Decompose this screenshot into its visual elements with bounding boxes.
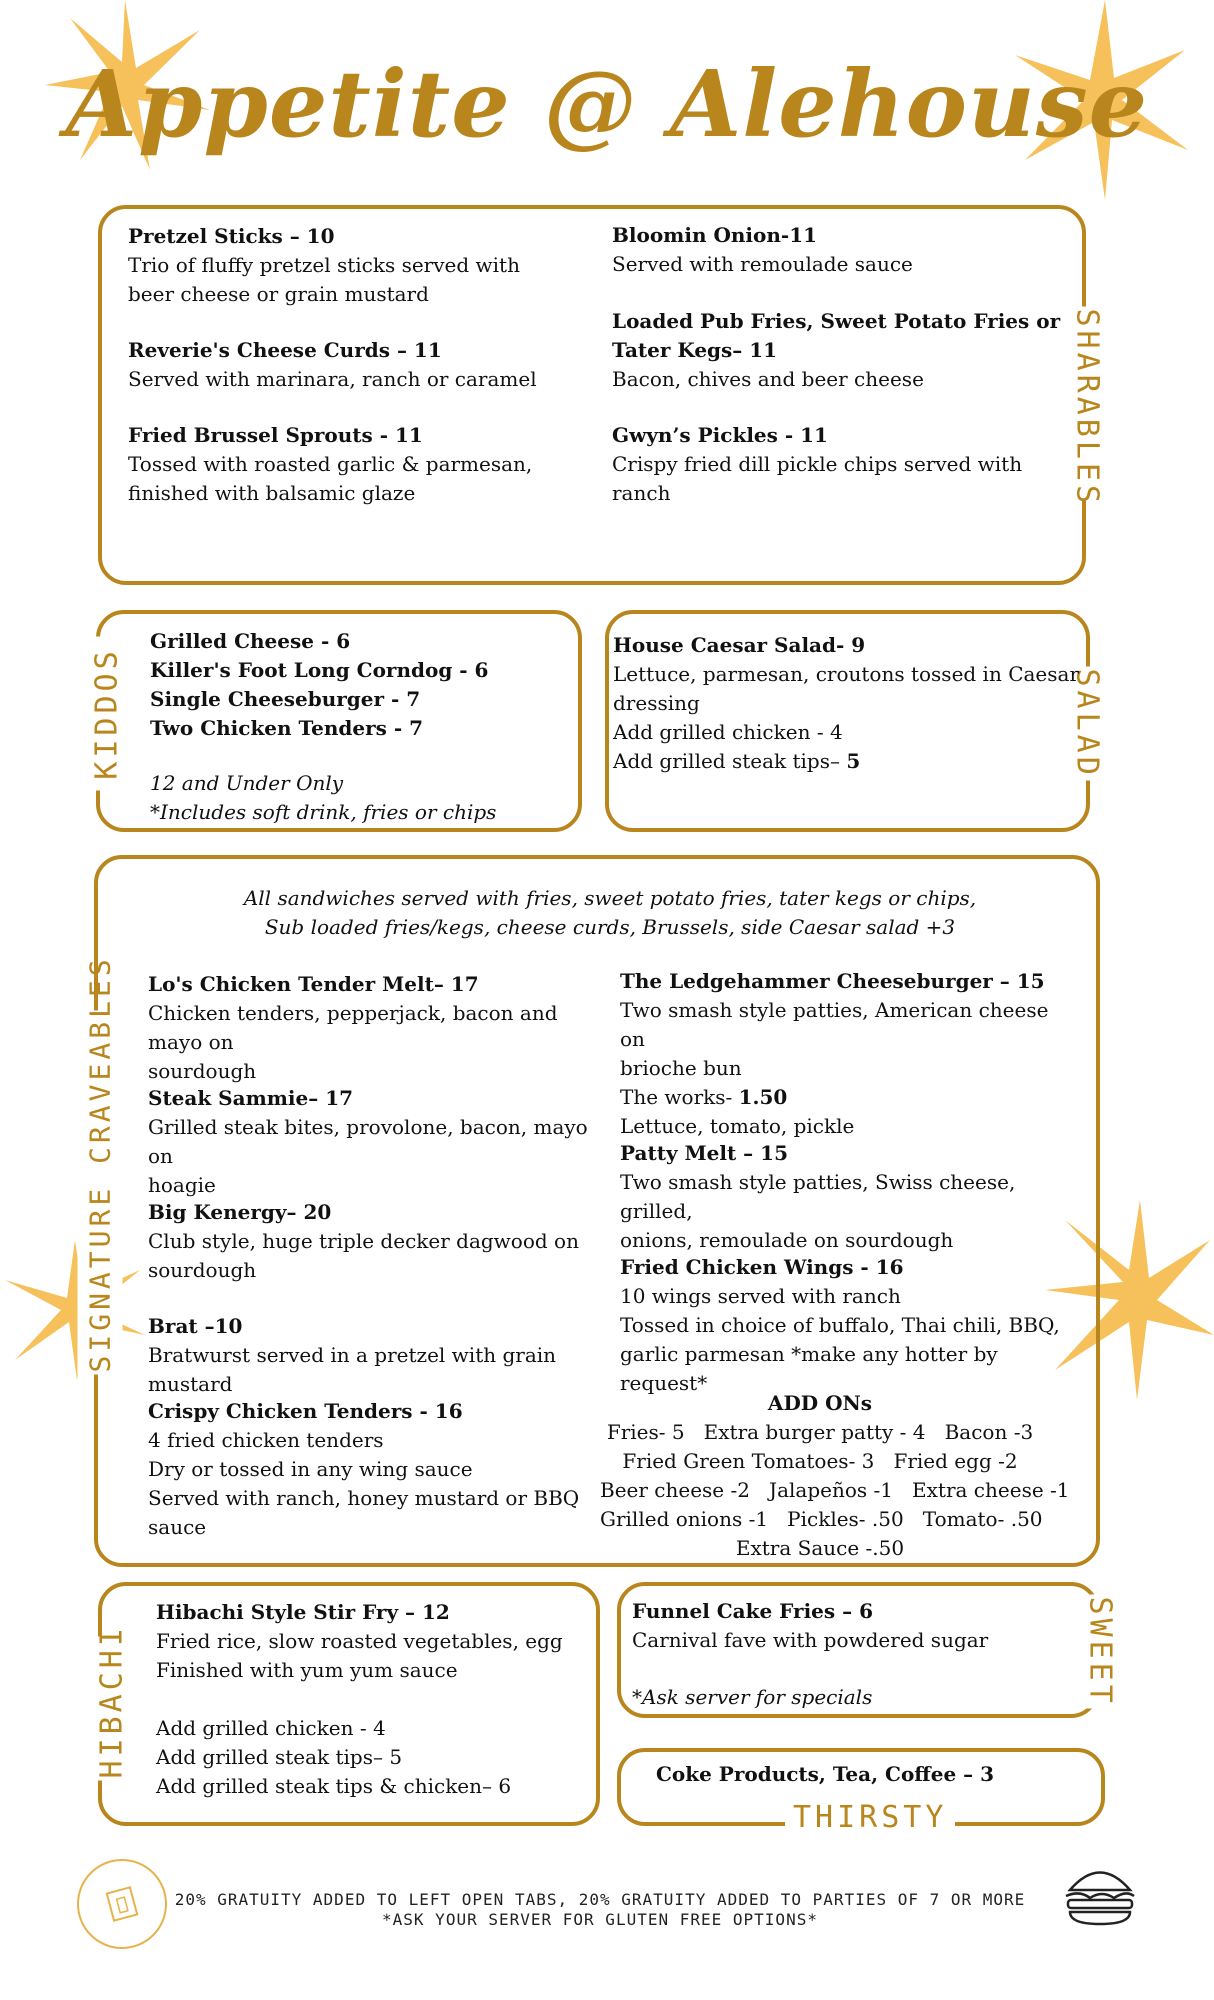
menu-item: Loaded Pub Fries, Sweet Potato Fries or Tater Kegs– 11 Bacon, chives and beer cheese [612, 309, 1061, 391]
page-title: Appetite @ Alehouse [65, 50, 1149, 158]
menu-item: Gwyn’s Pickles - 11 Crispy fried dill pickle chips served with ranch [612, 423, 1023, 505]
footer-notice: 20% GRATUITY ADDED TO LEFT OPEN TABS, 20% GRATUITY ADDED TO PARTIES OF 7 OR MORE *ASK YOUR SERVER FOR GLUTEN FREE OPTIONS* [174, 1890, 1026, 1929]
signature-label: SIGNATURE CRAVEABLES [78, 1011, 123, 1375]
sweet-label: SWEET [1077, 1595, 1124, 1709]
menu-item: Big Kenergy– 20 Club style, huge triple decker dagwood on sourdough [148, 1200, 579, 1282]
menu-item: Brat –10 Bratwurst served in a pretzel with grain mustard [148, 1314, 557, 1396]
thirsty-item: Coke Products, Tea, Coffee – 3 [656, 1762, 995, 1786]
salad-item: House Caesar Salad- 9 Lettuce, parmesan, croutons tossed in Caesar dressing Add grilled chicken - 4 Add grilled steak tips– 5 [613, 633, 1080, 773]
addons-block: ADD ONs Fries- 5 Extra burger patty - 4 Bacon -3 Fried Green Tomatoes- 3 Fried egg -2 Beer cheese -2 Jalapeños -1 Extra cheese -1 Grilled onions -1 Pickles- .50 Tomato- .50 Extra Sauce -.50 [600, 1391, 1070, 1560]
menu-item: Fried Chicken Wings - 16 10 wings served with ranch Tossed in choice of buffalo, Thai chili, BBQ, garlic parmesan *make any hotter by request* [620, 1255, 1060, 1395]
menu-item: Patty Melt – 15 Two smash style patties, Swiss cheese, grilled, onions, remoulade on sourdough [620, 1141, 1016, 1252]
sharables-label: SHARABLES [1064, 307, 1111, 501]
hibachi-label: HIBACHI [89, 1637, 136, 1781]
menu-item: Reverie's Cheese Curds – 11 Served with marinara, ranch or caramel [128, 338, 537, 391]
sweet-item: Funnel Cake Fries – 6 Carnival fave with powdered sugar [632, 1599, 989, 1652]
menu-item: Steak Sammie– 17 Grilled steak bites, provolone, bacon, mayo on hoagie [148, 1086, 588, 1197]
sweet-note: *Ask server for specials [632, 1685, 873, 1709]
signature-intro: All sandwiches served with fries, sweet potato fries, tater kegs or chips, Sub loaded fries/kegs, cheese curds, Brussels, side Caesar salad +3 [243, 886, 977, 939]
burger-icon [1060, 1860, 1140, 1930]
menu-item: Fried Brussel Sprouts - 11 Tossed with roasted garlic & parmesan, finished with balsamic glaze [128, 423, 533, 505]
menu-item: Bloomin Onion-11 Served with remoulade sauce [612, 223, 913, 276]
salad-label: SALAD [1064, 667, 1111, 781]
kiddos-label: KIDDOS [84, 637, 131, 791]
menu-item: Pretzel Sticks – 10 Trio of fluffy pretzel sticks served with beer cheese or grain mustard [128, 224, 520, 306]
menu-item: Crispy Chicken Tenders - 16 4 fried chicken tenders Dry or tossed in any wing sauce Served with ranch, honey mustard or BBQ sauce [148, 1399, 580, 1539]
kiddos-notes: 12 and Under Only *Includes soft drink, fries or chips [150, 771, 497, 824]
menu-item: The Ledgehammer Cheeseburger – 15 Two smash style patties, American cheese on brioche bun The works- 1.50 Lettuce, tomato, pickle [620, 969, 1049, 1138]
hibachi-item: Hibachi Style Stir Fry – 12 Fried rice, slow roasted vegetables, egg Finished with yum yum sauce Add grilled chicken - 4 Add grilled steak tips– 5 Add grilled steak tips & chicken– 6 [156, 1600, 563, 1798]
kiddos-items: Grilled Cheese - 6 Killer's Foot Long Corndog - 6 Single Cheeseburger - 7 Two Chicken Tenders - 7 [150, 629, 489, 740]
menu-item: Lo's Chicken Tender Melt– 17 Chicken tenders, pepperjack, bacon and mayo on sourdough [148, 972, 558, 1083]
thirsty-label: THIRSTY [785, 1800, 955, 1835]
